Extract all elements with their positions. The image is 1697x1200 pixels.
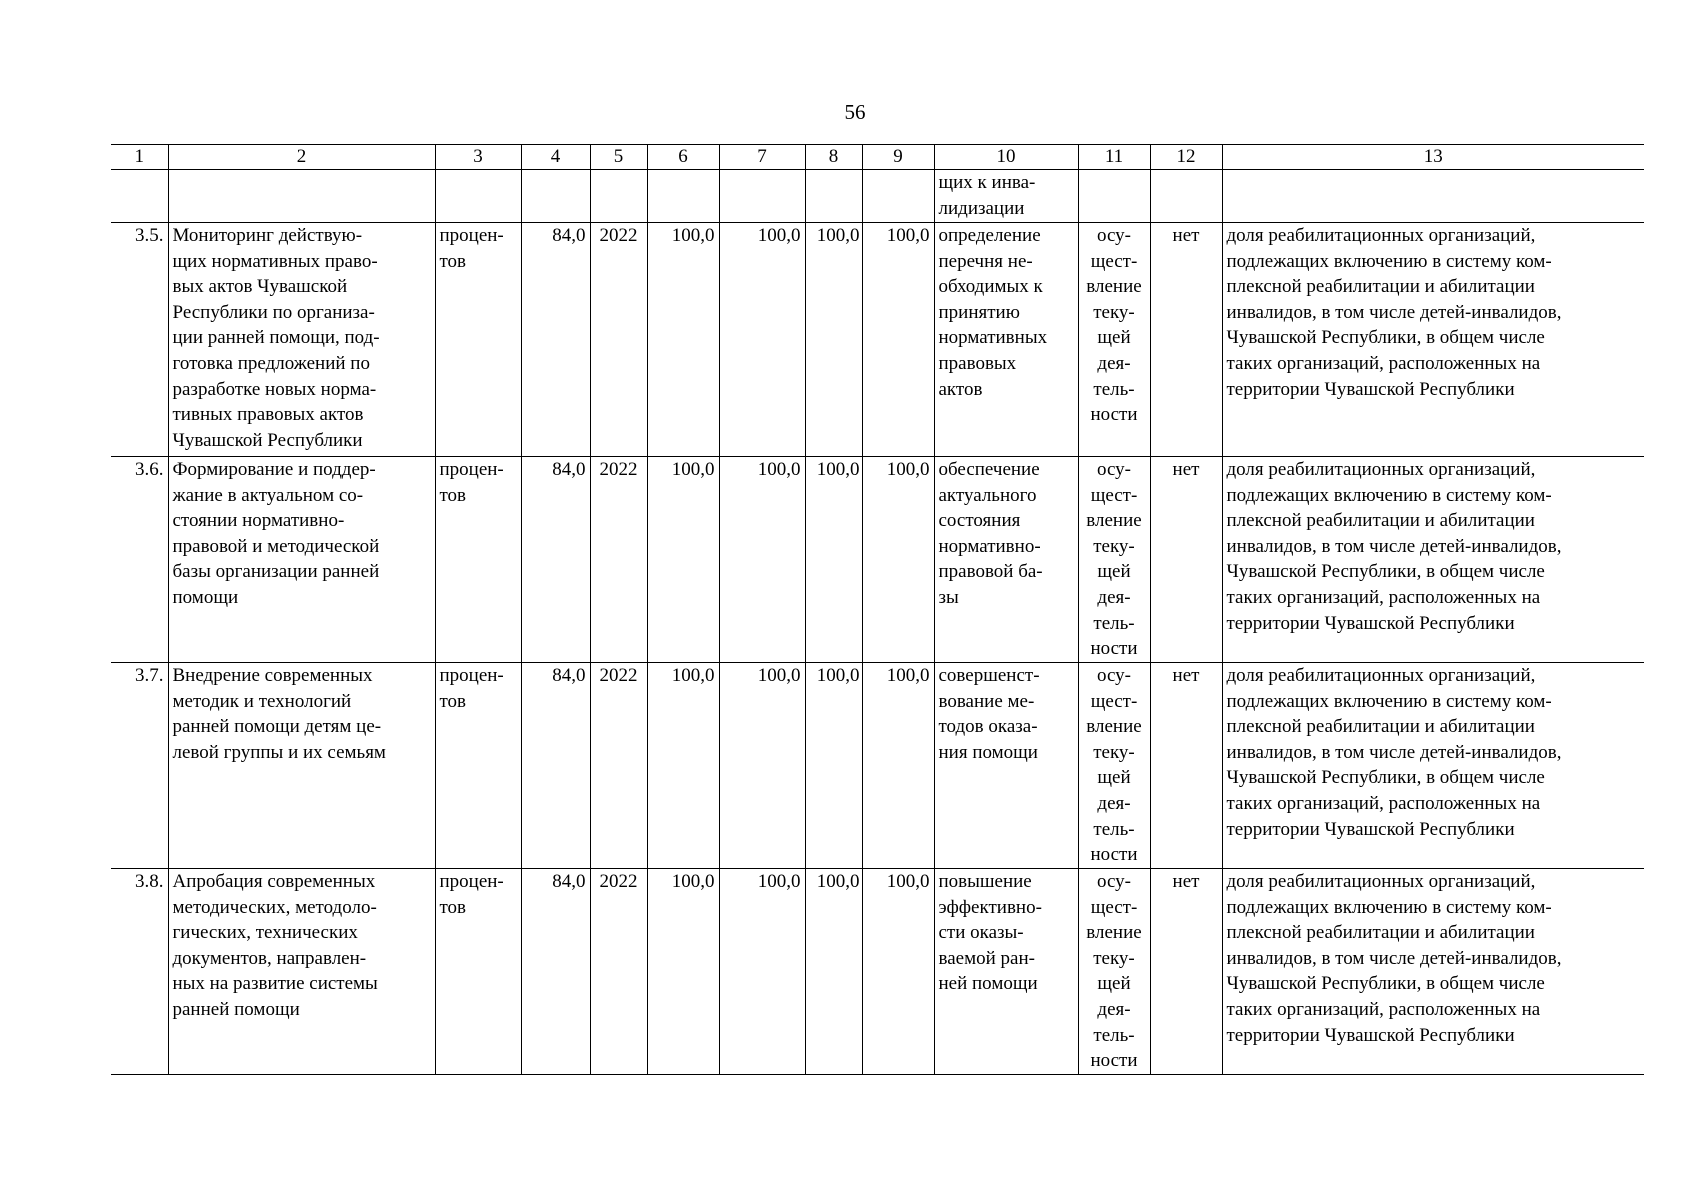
- header-cell: 8: [805, 145, 862, 170]
- cell-activity: Мониторинг действую- щих нормативных право- вых актов Чувашской Республики по организа- ции ранней помощи, под- готовка предложений по разработке новых норма- тивных правовых актов Чувашской Республики: [168, 223, 435, 457]
- header-cell: 6: [647, 145, 719, 170]
- cell-finance: осу- щест- вление теку- щей дея- тель- ности: [1078, 457, 1150, 663]
- header-cell: 5: [590, 145, 647, 170]
- cell-finance: осу- щест- вление теку- щей дея- тель- ности: [1078, 223, 1150, 457]
- cell-empty: [862, 170, 934, 223]
- cell-value-6: 100,0: [647, 663, 719, 869]
- cell-number: 3.5.: [111, 223, 168, 457]
- cell-value-6: 100,0: [647, 869, 719, 1075]
- cell-indicator: доля реабилитационных организаций, подлежащих включению в систему ком- плексной реабилитации и абилитации инвалидов, в том числе детей-инвалидов, Чувашской Республики, в общем числе таких организаций, расположенных на территории Чувашской Республики: [1222, 663, 1644, 869]
- header-cell: 2: [168, 145, 435, 170]
- cell-empty: [805, 170, 862, 223]
- cell-number: 3.6.: [111, 457, 168, 663]
- cell-empty: [1150, 170, 1222, 223]
- cell-empty: [647, 170, 719, 223]
- cell-result: обеспечение актуального состояния нормативно- правовой ба- зы: [934, 457, 1078, 663]
- table-row: [111, 457, 1644, 663]
- cell-value-6: 100,0: [647, 223, 719, 457]
- table-row: [111, 869, 1644, 1075]
- cell-value-8: 100,0: [805, 457, 862, 663]
- cell-base: 84,0: [521, 457, 590, 663]
- cell-indicator: доля реабилитационных организаций, подлежащих включению в систему ком- плексной реабилитации и абилитации инвалидов, в том числе детей-инвалидов, Чувашской Республики, в общем числе таких организаций, расположенных на территории Чувашской Республики: [1222, 457, 1644, 663]
- header-cell: 13: [1222, 145, 1644, 170]
- cell-year: 2022: [590, 663, 647, 869]
- cell-risk: нет: [1150, 223, 1222, 457]
- cell-value-8: 100,0: [805, 663, 862, 869]
- cell-risk: нет: [1150, 663, 1222, 869]
- table-row: [111, 223, 1644, 457]
- header-row: [111, 145, 1644, 170]
- cell-value-7: 100,0: [719, 223, 805, 457]
- cell-value-7: 100,0: [719, 663, 805, 869]
- cell-unit: процен- тов: [435, 869, 521, 1075]
- cell-indicator: доля реабилитационных организаций, подлежащих включению в систему ком- плексной реабилитации и абилитации инвалидов, в том числе детей-инвалидов, Чувашской Республики, в общем числе таких организаций, расположенных на территории Чувашской Республики: [1222, 223, 1644, 457]
- cell-unit: процен- тов: [435, 223, 521, 457]
- header-cell: 12: [1150, 145, 1222, 170]
- cell-empty: [111, 170, 168, 223]
- cell-value-9: 100,0: [862, 869, 934, 1075]
- continuation-row: [111, 170, 1644, 223]
- cell-activity: Апробация современных методических, методоло- гических, технических документов, направлен- ных на развитие системы ранней помощи: [168, 869, 435, 1075]
- cell-empty: [435, 170, 521, 223]
- cell-activity: Формирование и поддер- жание в актуальном со- стоянии нормативно- правовой и методической базы организации ранней помощи: [168, 457, 435, 663]
- cell-risk: нет: [1150, 457, 1222, 663]
- cell-number: 3.7.: [111, 663, 168, 869]
- cell-number: 3.8.: [111, 869, 168, 1075]
- cell-result: щих к инва- лидизации: [934, 170, 1078, 223]
- cell-empty: [590, 170, 647, 223]
- page-number: 56: [844, 100, 866, 124]
- cell-result: определение перечня не- обходимых к принятию нормативных правовых актов: [934, 223, 1078, 457]
- header-cell: 4: [521, 145, 590, 170]
- cell-result: повышение эффективно- сти оказы- ваемой ран- ней помощи: [934, 869, 1078, 1075]
- cell-empty: [1078, 170, 1150, 223]
- cell-indicator: доля реабилитационных организаций, подлежащих включению в систему ком- плексной реабилитации и абилитации инвалидов, в том числе детей-инвалидов, Чувашской Республики, в общем числе таких организаций, расположенных на территории Чувашской Республики: [1222, 869, 1644, 1075]
- cell-value-8: 100,0: [805, 223, 862, 457]
- cell-year: 2022: [590, 223, 647, 457]
- cell-value-7: 100,0: [719, 457, 805, 663]
- cell-base: 84,0: [521, 869, 590, 1075]
- cell-unit: процен- тов: [435, 663, 521, 869]
- cell-year: 2022: [590, 869, 647, 1075]
- cell-value-7: 100,0: [719, 869, 805, 1075]
- cell-value-8: 100,0: [805, 869, 862, 1075]
- cell-base: 84,0: [521, 663, 590, 869]
- cell-value-9: 100,0: [862, 457, 934, 663]
- cell-empty: [719, 170, 805, 223]
- cell-value-6: 100,0: [647, 457, 719, 663]
- cell-finance: осу- щест- вление теку- щей дея- тель- ности: [1078, 663, 1150, 869]
- header-cell: 10: [934, 145, 1078, 170]
- cell-activity: Внедрение современных методик и технологий ранней помощи детям це- левой группы и их семьям: [168, 663, 435, 869]
- cell-value-9: 100,0: [862, 663, 934, 869]
- header-cell: 3: [435, 145, 521, 170]
- header-cell: 9: [862, 145, 934, 170]
- header-cell: 1: [111, 145, 168, 170]
- cell-year: 2022: [590, 457, 647, 663]
- cell-empty: [1222, 170, 1644, 223]
- cell-empty: [168, 170, 435, 223]
- cell-result: совершенст- вование ме- тодов оказа- ния помощи: [934, 663, 1078, 869]
- cell-value-9: 100,0: [862, 223, 934, 457]
- cell-risk: нет: [1150, 869, 1222, 1075]
- program-activities-table: [111, 144, 1644, 1075]
- header-cell: 7: [719, 145, 805, 170]
- cell-empty: [521, 170, 590, 223]
- header-cell: 11: [1078, 145, 1150, 170]
- table-row: [111, 663, 1644, 869]
- cell-unit: процен- тов: [435, 457, 521, 663]
- cell-base: 84,0: [521, 223, 590, 457]
- cell-finance: осу- щест- вление теку- щей дея- тель- ности: [1078, 869, 1150, 1075]
